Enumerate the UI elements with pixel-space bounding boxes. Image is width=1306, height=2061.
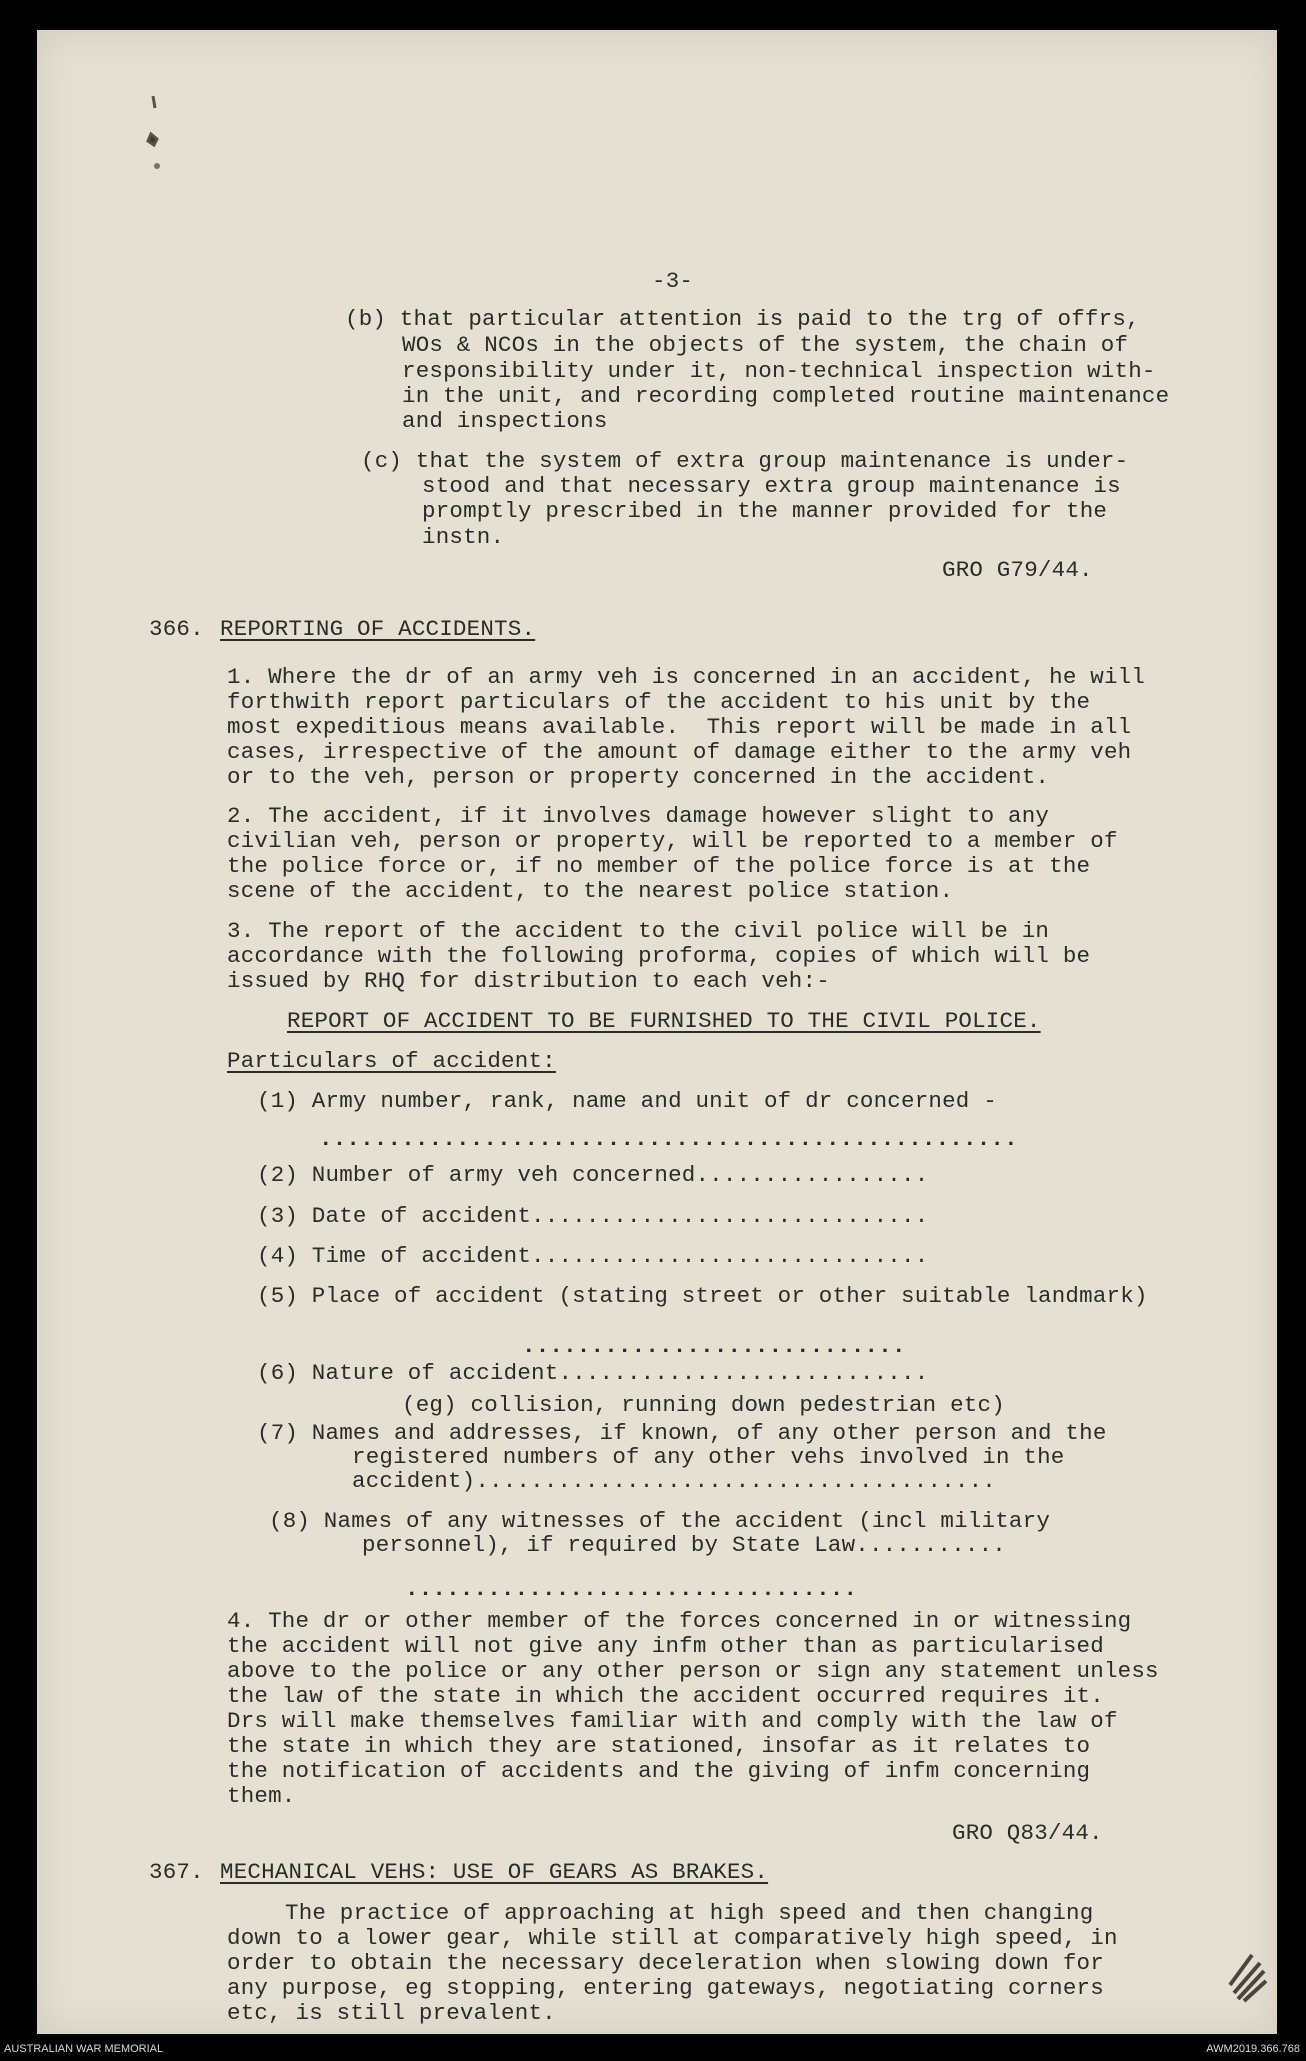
para1-line-5: or to the veh, person or property concerned in the accident. xyxy=(227,764,1050,790)
item-b-line-2: WOs & NCOs in the objects of the system, the chain of xyxy=(402,332,1129,358)
form-item-3: (3) Date of accident............................. xyxy=(257,1203,929,1229)
para4-line-3: above to the police or any other person or sign any statement unless xyxy=(227,1658,1159,1684)
form-item-7-line-3: accident)...................................... xyxy=(352,1468,997,1494)
footer-accession-number: AWM2019.366.768 xyxy=(1206,2043,1300,2055)
para2-line-1: 2. The accident, if it involves damage however slight to any xyxy=(227,803,1050,829)
section-366-title: REPORTING OF ACCIDENTS. xyxy=(220,616,536,642)
item-c-line-2: stood and that necessary extra group maintenance is xyxy=(422,473,1121,499)
document-page xyxy=(37,30,1277,2034)
form-item-2: (2) Number of army veh concerned................. xyxy=(257,1162,929,1188)
para4-line-1: 4. The dr or other member of the forces concerned in or witnessing xyxy=(227,1608,1132,1634)
footer-source-label: AUSTRALIAN WAR MEMORIAL xyxy=(4,2043,164,2055)
para3-line-2: accordance with the following proforma, copies of which will be xyxy=(227,943,1091,969)
form-item-8-line: ................................. xyxy=(405,1576,858,1602)
item-c-line-1: (c) that the system of extra group maintenance is under- xyxy=(361,448,1129,474)
para4-line-5: Drs will make themselves familiar with and comply with the law of xyxy=(227,1708,1118,1734)
para2-line-2: civilian veh, person or property, will be reported to a member of xyxy=(227,828,1118,854)
page-number: -3- xyxy=(652,268,694,294)
item-b-line-3: responsibility under it, non-technical inspection with- xyxy=(402,358,1156,384)
para-367-line-1: The practice of approaching at high speed and then changing xyxy=(285,1900,1094,1926)
para2-line-4: scene of the accident, to the nearest police station. xyxy=(227,878,954,904)
section-367-title: MECHANICAL VEHS: USE OF GEARS AS BRAKES. xyxy=(220,1859,769,1885)
form-item-6-note: (eg) collision, running down pedestrian etc) xyxy=(402,1392,1005,1418)
item-b-line-1: (b) that particular attention is paid to the trg of offrs, xyxy=(345,306,1140,332)
para4-line-8: them. xyxy=(227,1783,296,1809)
para1-line-1: 1. Where the dr of an army veh is concerned in an accident, he will xyxy=(227,664,1146,690)
para-367-line-2: down to a lower gear, while still at comparatively high speed, in xyxy=(227,1925,1118,1951)
para4-line-7: the notification of accidents and the giving of infm concerning xyxy=(227,1758,1091,1784)
form-item-5-line: ............................ xyxy=(522,1333,906,1359)
para-367-line-3: order to obtain the necessary deceleration when slowing down for xyxy=(227,1950,1104,1976)
form-item-1: (1) Army number, rank, name and unit of dr concerned - xyxy=(257,1088,997,1114)
ref-q83: GRO Q83/44. xyxy=(952,1820,1103,1846)
form-item-1-line: ................................................... xyxy=(319,1126,1018,1152)
ink-blot-mark xyxy=(135,94,175,184)
section-367-number: 367. xyxy=(149,1859,204,1885)
para3-line-1: 3. The report of the accident to the civil police will be in xyxy=(227,918,1050,944)
item-c-line-3: promptly prescribed in the manner provided for the xyxy=(422,498,1108,524)
ref-g79: GRO G79/44. xyxy=(942,557,1093,583)
para-367-line-4: any purpose, eg stopping, entering gateways, negotiating corners xyxy=(227,1975,1104,2001)
para-367-line-5: etc, is still prevalent. xyxy=(227,2000,556,2026)
para3-line-3: issued by RHQ for distribution to each veh:- xyxy=(227,968,830,994)
form-subtitle: Particulars of accident: xyxy=(227,1048,556,1074)
ink-smudge-mark xyxy=(1222,1945,1272,2005)
para1-line-4: cases, irrespective of the amount of damage either to the army veh xyxy=(227,739,1132,765)
para1-line-2: forthwith report particulars of the accident to his unit by the xyxy=(227,689,1091,715)
form-item-7-line-1: (7) Names and addresses, if known, of any other person and the xyxy=(257,1420,1107,1446)
form-item-7-line-2: registered numbers of any other vehs involved in the xyxy=(352,1444,1065,1470)
para2-line-3: the police force or, if no member of the police force is at the xyxy=(227,853,1091,879)
item-c-line-4: instn. xyxy=(422,524,505,550)
para4-line-2: the accident will not give any infm other than as particularised xyxy=(227,1633,1104,1659)
form-item-6: (6) Nature of accident........................... xyxy=(257,1360,929,1386)
form-item-8-line-1: (8) Names of any witnesses of the accident (incl military xyxy=(269,1508,1051,1534)
form-item-8-line-2: personnel), if required by State Law........... xyxy=(362,1532,1007,1558)
para4-line-6: the state in which they are stationed, insofar as it relates to xyxy=(227,1733,1091,1759)
para1-line-3: most expeditious means available. This report will be made in all xyxy=(227,714,1132,740)
form-title: REPORT OF ACCIDENT TO BE FURNISHED TO THE CIVIL POLICE. xyxy=(287,1008,1041,1034)
form-item-5: (5) Place of accident (stating street or other suitable landmark) xyxy=(257,1283,1148,1309)
item-b-line-4: in the unit, and recording completed routine maintenance xyxy=(402,383,1170,409)
section-366-number: 366. xyxy=(149,616,204,642)
item-b-line-5: and inspections xyxy=(402,408,608,434)
form-item-4: (4) Time of accident............................. xyxy=(257,1243,929,1269)
para4-line-4: the law of the state in which the accident occurred requires it. xyxy=(227,1683,1104,1709)
